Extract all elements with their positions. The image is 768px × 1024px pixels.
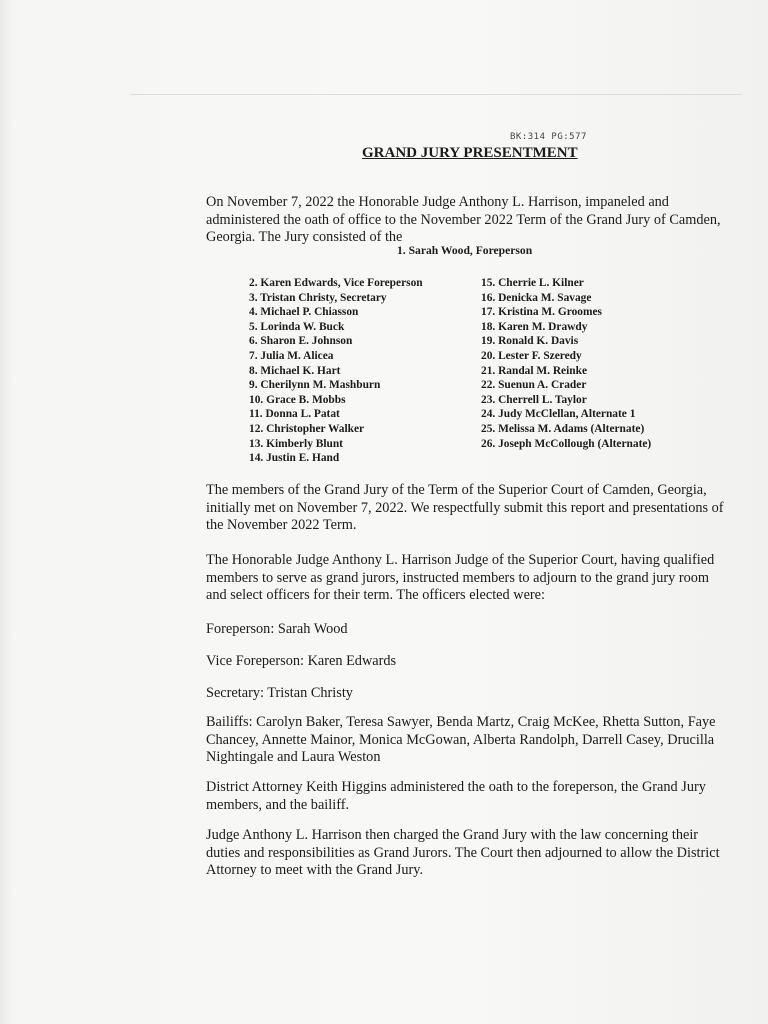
district-attorney-paragraph: District Attorney Keith Higgins administered the oath to the foreperson, the Grand Jury members, and the bailiff.	[206, 779, 706, 813]
juror-list-left	[249, 276, 423, 466]
charge-paragraph: Judge Anthony L. Harrison then charged the Grand Jury with the law concerning their duties and responsibilities as Grand Jurors. The Court then adjourned to allow the District Attorney to meet with the Grand Jury.	[206, 827, 720, 878]
juror-item: 26. Joseph McCollough (Alternate)	[481, 437, 652, 450]
juror-item: 24. Judy McClellan, Alternate 1	[481, 408, 636, 421]
judge-paragraph: The Honorable Judge Anthony L. Harrison Judge of the Superior Court, having qualified members to serve as grand jurors, instructed members to adjourn to the grand jury room and select officers for their term. The officers elected were:	[206, 552, 715, 603]
juror-item: 25. Melissa M. Adams (Alternate)	[481, 422, 645, 435]
juror-item: 12. Christopher Walker	[249, 422, 365, 435]
juror-item: 2. Karen Edwards, Vice Foreperson	[249, 277, 423, 289]
juror-item: 10. Grace B. Mobbs	[249, 393, 346, 406]
book-page-stamp: BK:314 PG:577	[510, 132, 587, 142]
juror-item: 9. Cherilynn M. Mashburn	[249, 379, 381, 392]
foreperson-line: 1. Sarah Wood, Foreperson	[397, 244, 533, 257]
juror-list-right	[481, 276, 651, 451]
juror-item: 18. Karen M. Drawdy	[481, 320, 588, 333]
juror-item: 21. Randal M. Reinke	[481, 364, 588, 377]
juror-item: 13. Kimberly Blunt	[249, 437, 343, 450]
officer-foreperson: Foreperson: Sarah Wood	[206, 621, 348, 637]
juror-item: 23. Cherrell L. Taylor	[481, 393, 587, 406]
juror-item: 19. Ronald K. Davis	[481, 335, 579, 348]
juror-item: 3. Tristan Christy, Secretary	[249, 291, 387, 304]
juror-item: 22. Suenun A. Crader	[481, 379, 587, 392]
document-title: GRAND JURY PRESENTMENT	[362, 145, 578, 161]
officer-vice-foreperson: Vice Foreperson: Karen Edwards	[206, 653, 397, 669]
juror-item: 8. Michael K. Hart	[249, 364, 341, 377]
intro-paragraph: On November 7, 2022 the Honorable Judge Anthony L. Harrison, impaneled and administered the oath of office to the November 2022 Term of the Grand Jury of Camden, Georgia. The Jury consisted of the	[206, 194, 721, 245]
scan-line	[130, 94, 742, 95]
juror-item: 6. Sharon E. Johnson	[249, 335, 353, 348]
bailiffs-paragraph: Bailiffs: Carolyn Baker, Teresa Sawyer, Benda Martz, Craig McKee, Rhetta Sutton, Faye Chancey, Annette Mainor, Monica McGowan, Alberta Randolph, Darrell Casey, Drucilla Nightingale and Laura Weston	[206, 714, 716, 765]
juror-item: 17. Kristina M. Groomes	[481, 306, 602, 319]
juror-item: 11. Donna L. Patat	[249, 408, 340, 421]
juror-item: 16. Denicka M. Savage	[481, 291, 592, 304]
juror-item: 4. Michael P. Chiasson	[249, 306, 359, 319]
juror-item: 5. Lorinda W. Buck	[249, 320, 345, 333]
juror-item: 20. Lester F. Szeredy	[481, 349, 582, 362]
juror-item: 14. Justin E. Hand	[249, 452, 340, 465]
juror-item: 7. Julia M. Alicea	[249, 349, 334, 362]
officer-secretary: Secretary: Tristan Christy	[206, 685, 353, 701]
members-paragraph: The members of the Grand Jury of the Term of the Superior Court of Camden, Georgia, initially met on November 7, 2022. We respectfully submit this report and presentations of the November 2022 Term.	[206, 482, 724, 533]
juror-item: 15. Cherrie L. Kilner	[481, 277, 584, 289]
